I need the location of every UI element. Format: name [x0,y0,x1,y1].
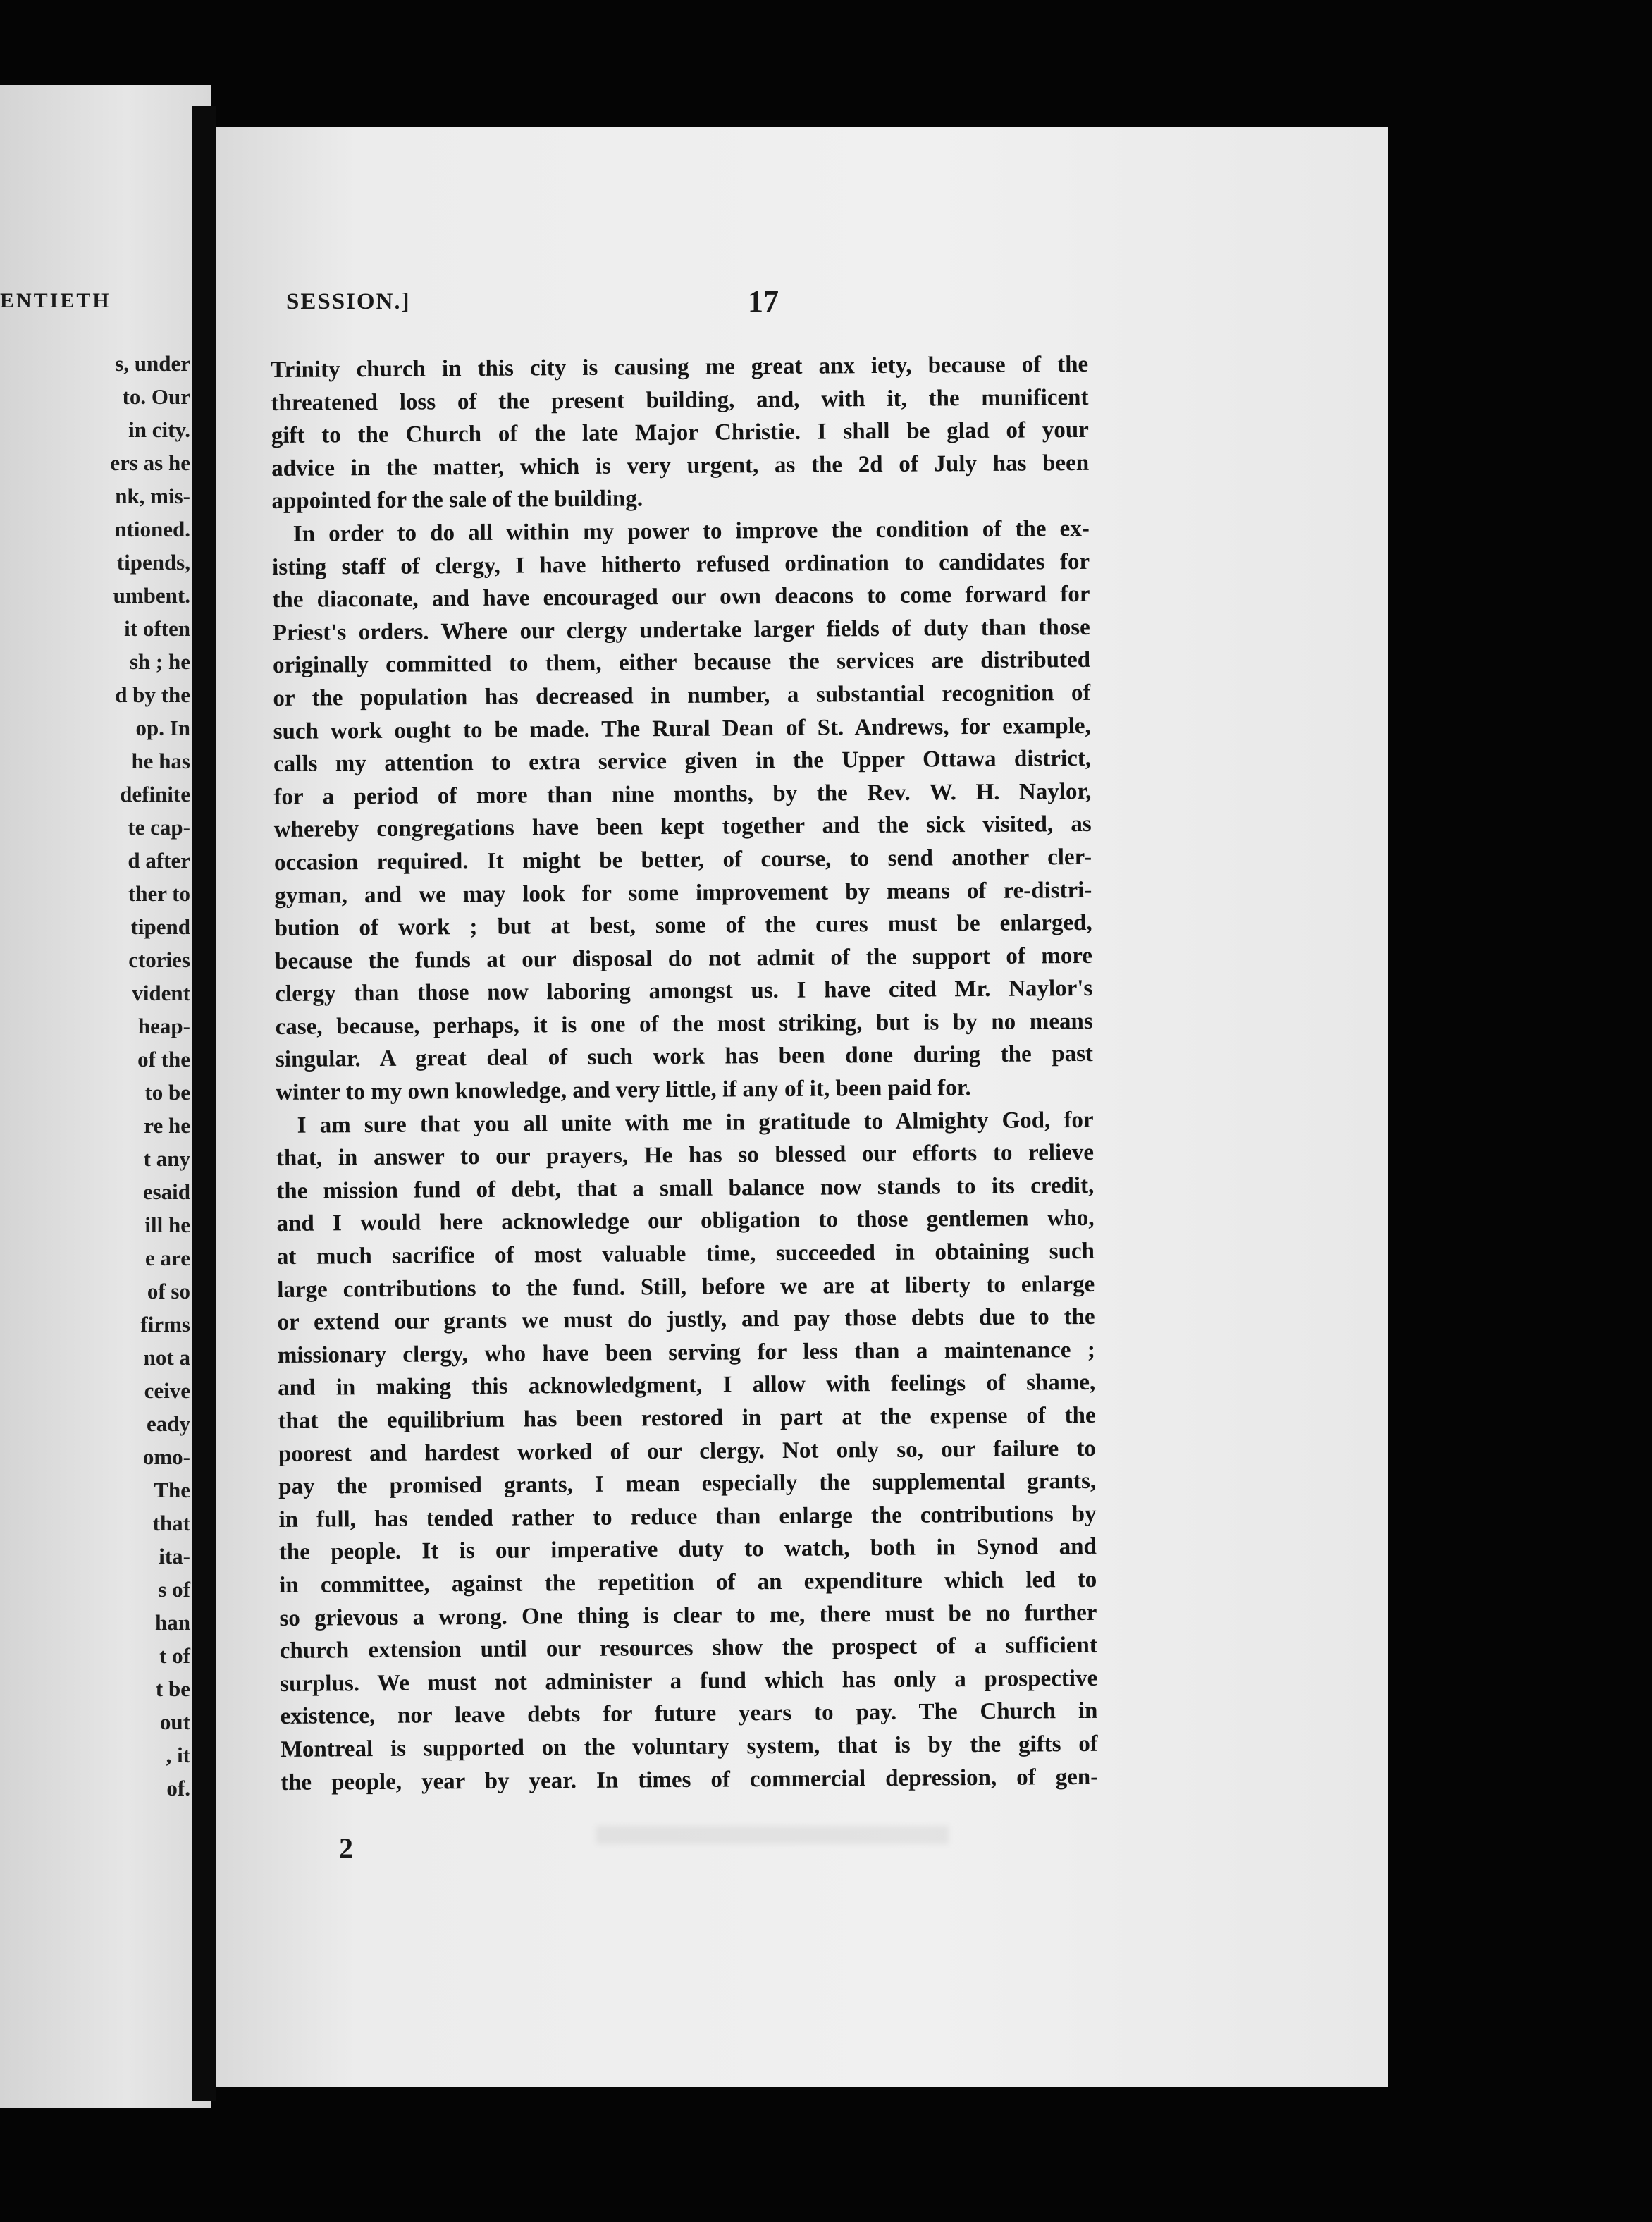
facing-page-line: firms [140,1312,190,1337]
text-line: gift to the Church of the late Major Christie. I shall be glad of your [271,417,1089,449]
facing-page-line: d by the [115,682,190,707]
facing-page-line: t of [159,1643,190,1668]
facing-page-header: ENTIETH [0,289,111,312]
text-line: the diaconate, and have encouraged our own deacons to come forward for [272,582,1090,613]
facing-page-line: ctories [128,947,190,972]
book-gutter [192,106,216,2101]
text-line: isting staff of clergy, I have hitherto refused ordination to candidates for [271,548,1090,580]
text-line: threatened loss of the present building, and, with it, the munificent [271,384,1089,416]
body-text [271,348,1098,1799]
facing-page-line: tipends, [116,550,190,575]
facing-page-line: eady [147,1411,190,1436]
facing-page-line: han [155,1610,190,1635]
running-header [286,284,1301,331]
text-line: Priest's orders. Where our clergy undertake larger fields of duty than those [272,614,1090,646]
text-line: because the funds at our disposal do not admit of the support of more [274,943,1093,974]
text-line: so grievous a wrong. One thing is clear to me, there must be no further [279,1600,1097,1631]
facing-page-line: t any [143,1146,190,1171]
text-line: clergy than those now laboring amongst us. I have cited Mr. Naylor's [275,976,1093,1007]
text-line: I am sure that you all unite with me in gratitude to Almighty God, for [297,1107,1094,1138]
facing-page-text [0,347,190,1805]
facing-page-line: , it [166,1743,190,1767]
text-line: originally committed to them, either because the services are distributed [272,647,1091,679]
facing-page-line: esaid [142,1179,190,1204]
text-line: bution of work ; but at best, some of the cures must be enlarged, [274,909,1092,942]
facing-page [0,85,211,2108]
facing-page-line: vident [132,981,190,1005]
text-line: winter to my own knowledge, and very little, if any of it, been paid for. [276,1075,971,1106]
facing-page-line: it often [124,616,190,641]
text-line: such work ought to be made. The Rural Dean of St. Andrews, for example, [273,713,1091,744]
facing-page-line: that [152,1511,190,1535]
facing-page-line: definite [120,782,190,806]
facing-page-line: d after [128,848,190,873]
facing-page-line: ill he [144,1213,190,1237]
facing-page-line: to be [144,1080,190,1105]
text-line: for a period of more than nine months, by the Rev. W. H. Naylor, [273,778,1092,810]
text-line: in committee, against the repetition of an expenditure which led to [279,1566,1097,1598]
facing-page-line: re he [144,1113,190,1138]
facing-page-line: not a [143,1345,190,1370]
text-line: the mission fund of debt, that a small balance now stands to its credit, [276,1172,1095,1204]
facing-page-line: ntioned. [114,517,190,541]
facing-page-line: sh ; he [129,649,190,674]
paragraph [272,512,1094,1110]
facing-page-line: ita- [159,1544,190,1569]
text-line: pay the promised grants, I mean especially the supplemental grants, [278,1468,1097,1500]
facing-page-line: e are [145,1246,190,1270]
text-line: poorest and hardest worked of our clergy. Not only so, our failure to [278,1435,1096,1467]
session-label: SESSION.] [286,289,411,314]
facing-page-line: to. Our [122,384,190,409]
facing-page-line: te cap- [128,815,190,840]
facing-page-line: op. In [135,716,190,740]
text-line: the people, year by year. In times of commercial depression, of gen- [281,1764,1099,1796]
text-line: that, in answer to our prayers, He has so blessed our efforts to relieve [276,1140,1095,1172]
text-line: that the equilibrium has been restored in part at the expense of the [278,1402,1096,1434]
text-line: In order to do all within my power to improve the condition of the ex- [292,515,1090,547]
text-line: or the population has decreased in number, a substantial recognition of [273,680,1091,711]
facing-page-line: of so [147,1279,190,1303]
facing-page-line: s of [158,1577,190,1602]
facing-page-line: ther to [128,881,190,906]
text-line: or extend our grants we must do justly, and pay those debts due to the [277,1304,1095,1336]
text-line: occasion required. It might be better, of course, to send another cler- [273,844,1092,876]
paragraph [276,1104,1098,1800]
facing-page-line: omo- [142,1444,190,1469]
text-line: Montreal is supported on the voluntary system, that is by the gifts of [280,1731,1098,1762]
facing-page-line: of the [137,1047,190,1072]
text-line: gyman, and we may look for some improvement by means of re-distri- [274,877,1092,909]
text-line: advice in the matter, which is very urgent, as the 2d of July has been [271,450,1090,481]
text-line: surplus. We must not administer a fund which has only a prospective [280,1665,1098,1697]
signature-mark: 2 [339,1832,353,1864]
text-line: and I would here acknowledge our obligation to those gentlemen who, [276,1205,1095,1237]
text-line: at much sacrifice of most valuable time, succeeded in obtaining such [276,1238,1095,1270]
text-line: singular. A great deal of such work has been done during the past [275,1041,1094,1073]
text-line: and in making this acknowledgment, I allow with feelings of shame, [278,1370,1096,1401]
facing-page-line: umbent. [113,583,190,608]
facing-page-line: tipend [130,914,190,939]
text-line: in full, has tended rather to reduce than enlarge the contributions by [278,1501,1097,1533]
facing-page-line: he has [131,749,190,773]
paragraph [271,348,1090,518]
show-through [596,1826,949,1844]
facing-page-line: t be [155,1676,190,1701]
facing-page-line: ceive [144,1378,190,1403]
text-line: church extension until our resources show the prospect of a sufficient [279,1633,1097,1664]
text-line: whereby congregations have been kept together and the sick visited, as [273,811,1092,843]
facing-page-line: s, under [115,351,190,376]
text-line: missionary clergy, who have been serving for less than a maintenance ; [277,1337,1096,1368]
page-number: 17 [748,284,779,319]
text-line: existence, nor leave debts for future years to pay. The Church in [280,1698,1098,1730]
page [216,127,1388,2087]
text-line: appointed for the sale of the building. [271,486,643,515]
text-line: case, because, perhaps, it is one of the most striking, but is by no means [275,1008,1093,1040]
facing-page-line: out [159,1710,190,1734]
facing-page-line: heap- [137,1014,190,1038]
text-line: large contributions to the fund. Still, before we are at liberty to enlarge [277,1271,1095,1303]
text-line: Trinity church in this city is causing me great anx iety, because of the [271,351,1089,383]
text-line: calls my attention to extra service given in the Upper Ottawa district, [273,746,1092,778]
facing-page-line: of. [166,1776,190,1800]
facing-page-line: ers as he [110,450,190,475]
facing-page-line: nk, mis- [115,484,190,508]
facing-page-line: in city. [128,417,190,442]
facing-page-line: The [154,1478,190,1502]
text-line: the people. It is our imperative duty to watch, both in Synod and [278,1534,1097,1566]
